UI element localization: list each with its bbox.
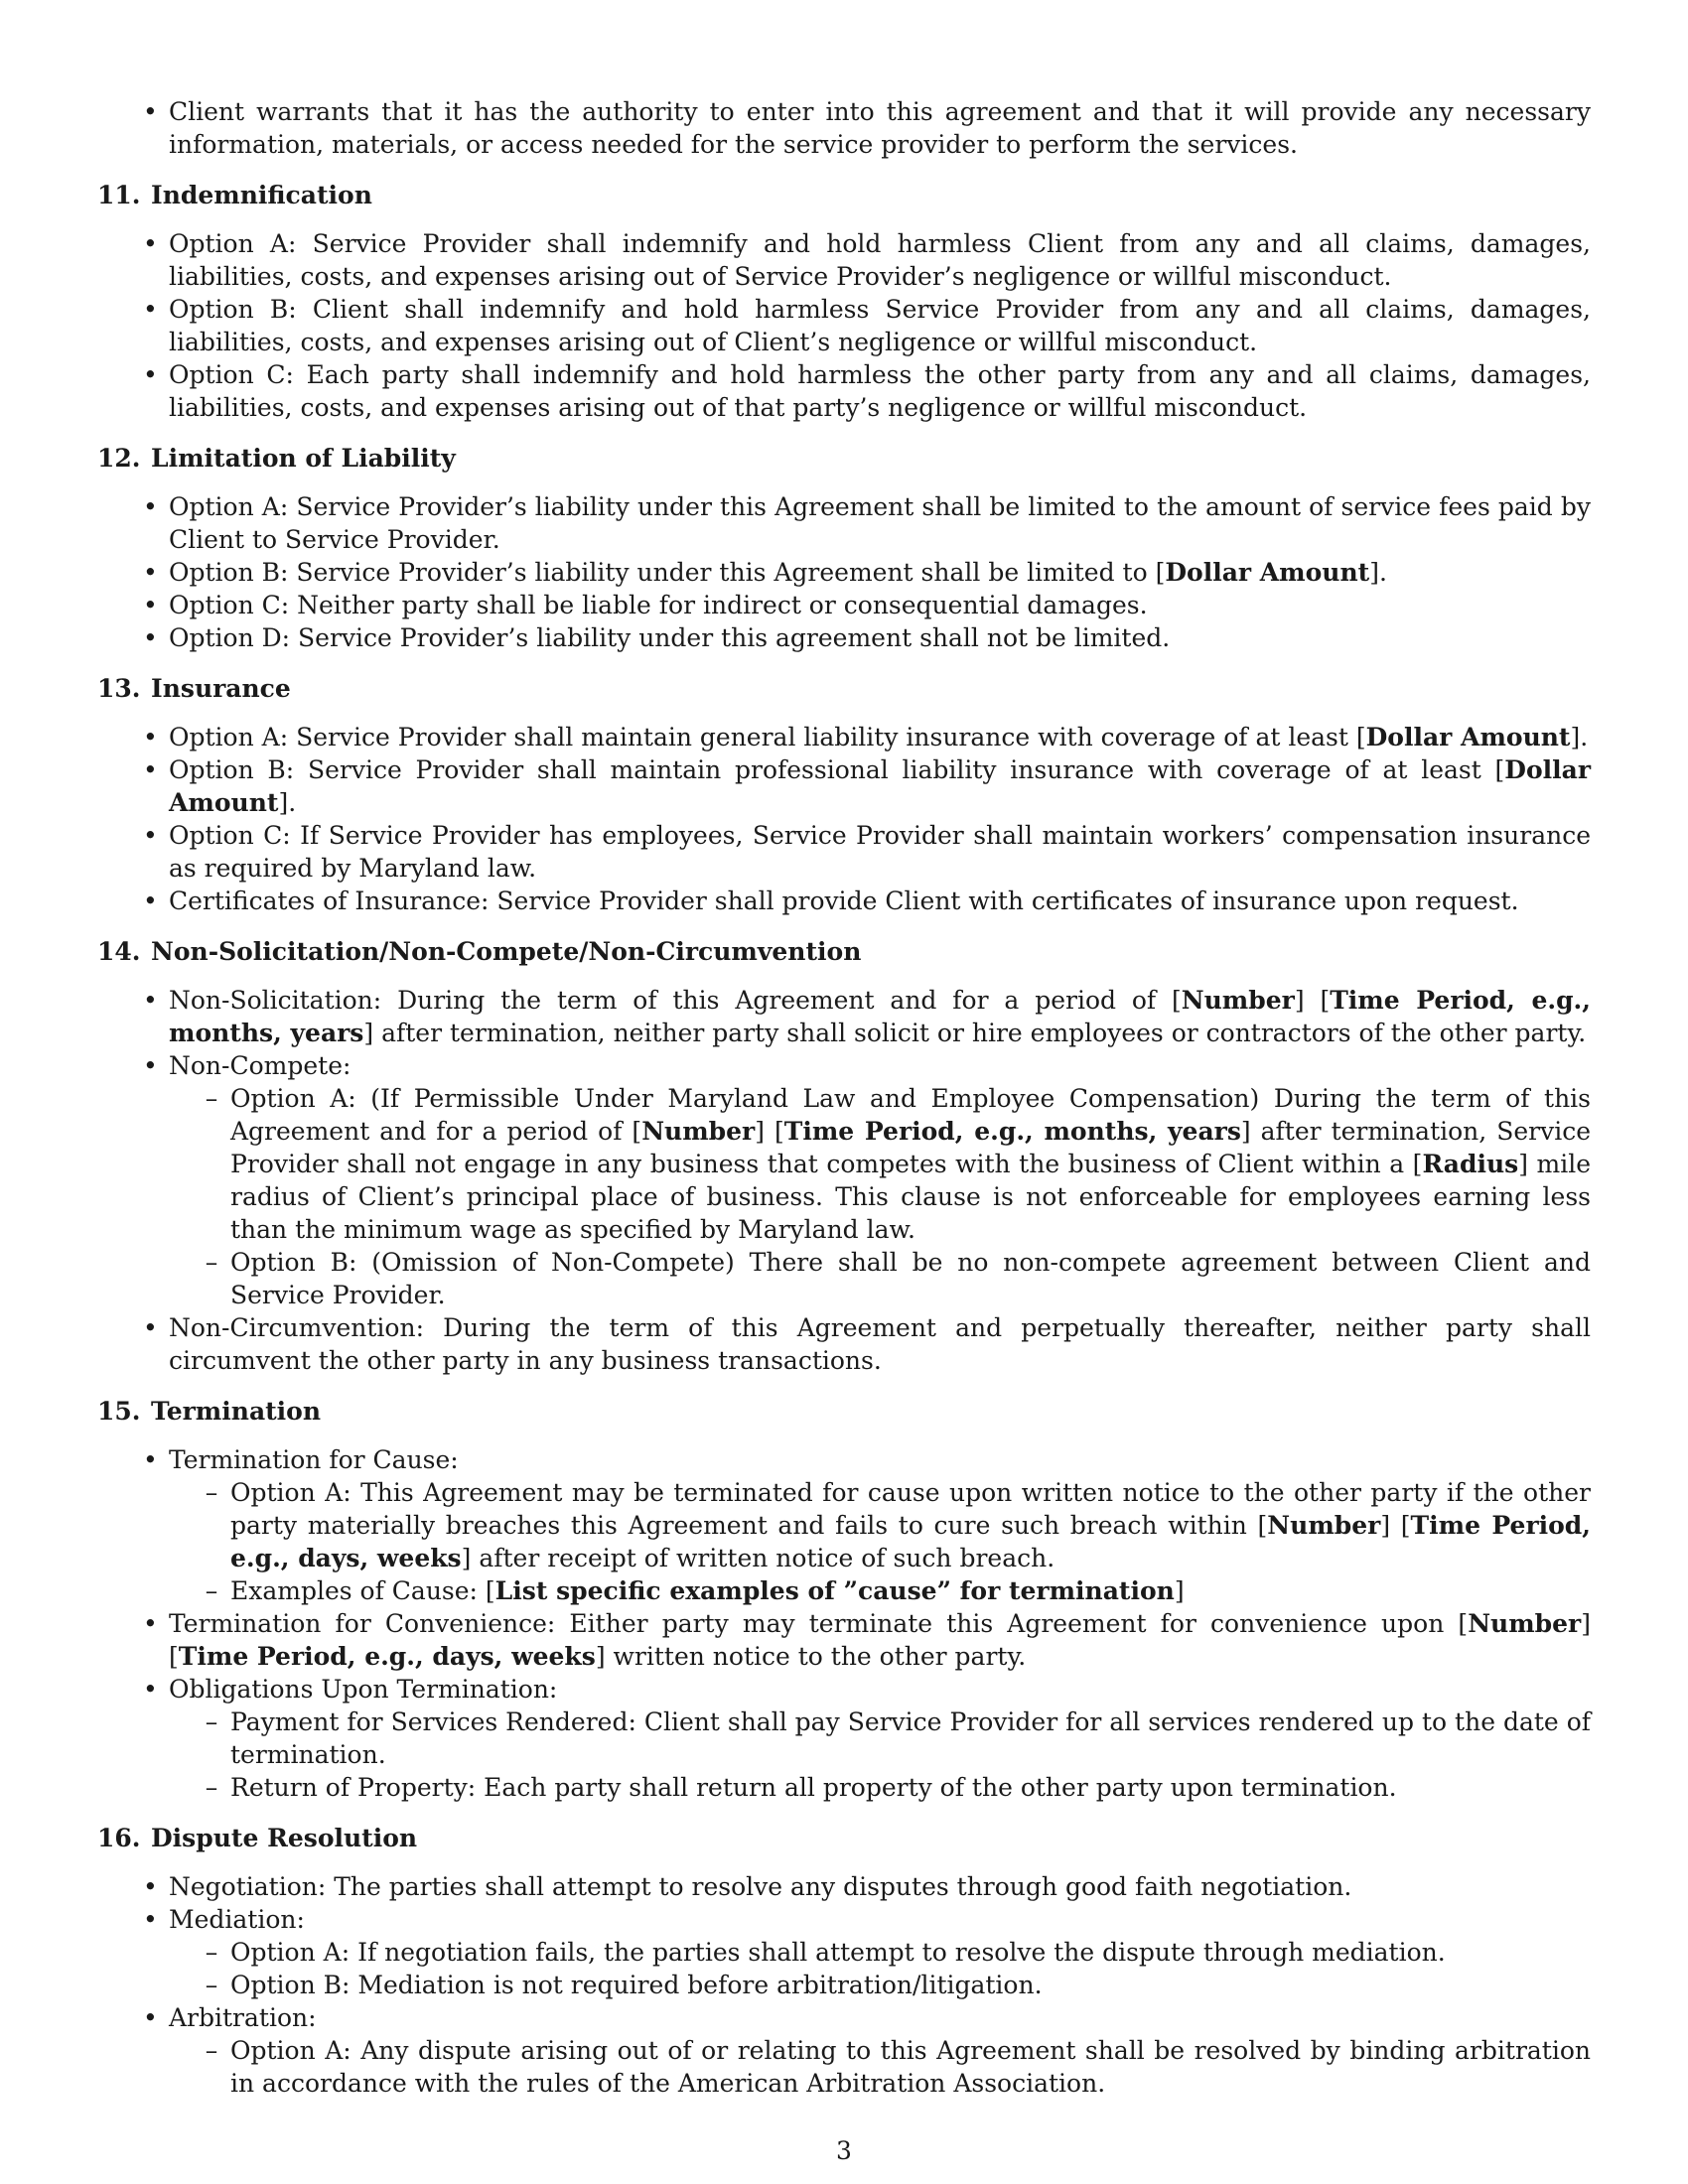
list-item-text [169, 1313, 1591, 1375]
text-segment: Option A: If negotiation fails, the parties shall attempt to resolve the dispute through mediation. [230, 1938, 1446, 1967]
list-item [143, 621, 1591, 654]
dash-icon: – [205, 2036, 218, 2065]
sub-list-item-text [230, 1084, 1591, 1244]
sub-list [169, 2034, 1591, 2100]
text-segment: Option B: Client shall indemnify and hold harmless Service Provider from any and all claims, damages, liabilities, costs, and expenses arising out of Client’s negligence or willful misconduct. [169, 295, 1591, 356]
text-segment: ] after receipt of written notice of such breach. [461, 1544, 1055, 1572]
text-segment: Option B: Service Provider’s liability under this Agreement shall be limited to [ [169, 558, 1166, 587]
list-item-text [169, 591, 1148, 619]
text-segment: ]. [278, 788, 297, 817]
placeholder-field: Time Period, e.g., days, weeks [178, 1642, 596, 1671]
text-segment: Option C: Neither party shall be liable for indirect or consequential damages. [169, 591, 1148, 619]
section-heading [97, 935, 1591, 968]
list-item [143, 984, 1591, 1049]
text-segment: Client warrants that it has the authority to enter into this agreement and that it will provide any necessary information, materials, or access needed for the service provider to perform the services. [169, 97, 1591, 159]
bullet-icon: • [143, 986, 158, 1015]
placeholder-field: Dollar Amount [169, 755, 1591, 817]
text-segment: Non-Solicitation: During the term of this Agreement and for a period of [ [169, 986, 1182, 1015]
placeholder-field: Dollar Amount [1165, 558, 1370, 587]
list-item-text [169, 887, 1519, 915]
sub-list-item [205, 1476, 1591, 1574]
section-14 [97, 935, 1591, 1377]
section-number: 14. [97, 937, 141, 966]
bullet-icon: • [143, 887, 158, 915]
bullet-icon: • [143, 623, 158, 652]
intro-item-text [169, 97, 1591, 159]
sub-list [169, 1476, 1591, 1607]
bullet-list [97, 1443, 1591, 1804]
list-item-text [169, 229, 1591, 291]
bullet-icon: • [143, 723, 158, 751]
bullet-list [97, 984, 1591, 1377]
section-heading [97, 672, 1591, 705]
bullet-icon: • [143, 97, 158, 126]
text-segment: ] after termination, Service Provider shall not engage in any business that competes with the business of Client within a [ [230, 1117, 1591, 1178]
text-segment: Termination for Cause: [169, 1445, 459, 1474]
text-segment: ] after termination, neither party shall solicit or hire employees or contractors of the other party. [363, 1019, 1587, 1047]
dash-icon: – [205, 1773, 218, 1802]
sub-list [169, 1706, 1591, 1804]
bullet-list [97, 227, 1591, 424]
bullet-list [97, 721, 1591, 917]
section-heading [97, 1822, 1591, 1854]
bullet-icon: • [143, 755, 158, 784]
text-segment: Examples of Cause: [ [230, 1576, 495, 1605]
text-segment: ]. [1369, 558, 1387, 587]
list-item [143, 1673, 1591, 1804]
list-item-text [169, 558, 1387, 587]
text-segment: Option A: (If Permissible Under Maryland Law and Employee Compensation) During the term of this Agreement and for a period of [ [230, 1084, 1591, 1146]
sub-list-item-text [230, 2036, 1591, 2098]
list-item-text [169, 295, 1591, 356]
list-item-text [169, 723, 1588, 751]
text-segment: Mediation: [169, 1905, 305, 1934]
list-item [143, 358, 1591, 424]
text-segment: Option C: Each party shall indemnify and hold harmless the other party from any and all claims, damages, liabilities, costs, and expenses arising out of that party’s negligence or willful misconduct. [169, 360, 1591, 422]
list-item [143, 556, 1591, 589]
placeholder-field: Time Period, e.g., days, weeks [230, 1511, 1591, 1572]
list-item-text [169, 1675, 557, 1704]
text-segment: Arbitration: [169, 2003, 317, 2032]
list-item-text [169, 1905, 305, 1934]
section-number: 13. [97, 674, 141, 703]
section-number: 16. [97, 1824, 141, 1852]
list-item [143, 2001, 1591, 2100]
dash-icon: – [205, 1971, 218, 1999]
placeholder-field: Time Period, e.g., months, years [169, 986, 1591, 1047]
dash-icon: – [205, 1576, 218, 1605]
text-segment: Option B: (Omission of Non-Compete) There shall be no non-compete agreement between Client and Service Provider. [230, 1248, 1591, 1309]
sub-list-item [205, 1969, 1591, 2001]
list-item-text [169, 623, 1170, 652]
text-segment: Option A: Service Provider’s liability under this Agreement shall be limited to the amount of service fees paid by Client to Service Provider. [169, 492, 1591, 554]
bullet-icon: • [143, 360, 158, 389]
bullet-icon: • [143, 492, 158, 521]
dash-icon: – [205, 1478, 218, 1507]
list-item-text [169, 1445, 459, 1474]
section-11 [97, 179, 1591, 424]
sub-list-item [205, 1706, 1591, 1771]
list-item [143, 721, 1591, 753]
bullet-list [97, 490, 1591, 654]
bullet-icon: • [143, 295, 158, 324]
list-item-text [169, 821, 1591, 883]
text-segment: Option B: Service Provider shall maintain professional liability insurance with coverage of at least [ [169, 755, 1505, 784]
list-item [143, 1607, 1591, 1673]
text-segment: Non-Compete: [169, 1051, 352, 1080]
bullet-icon: • [143, 821, 158, 850]
list-item-text [169, 1609, 1591, 1671]
list-item [143, 885, 1591, 917]
sub-list-item [205, 1082, 1591, 1246]
list-item-text [169, 360, 1591, 422]
list-item-text [169, 1872, 1351, 1901]
section-13 [97, 672, 1591, 917]
text-segment: Termination for Convenience: Either party may terminate this Agreement for convenience upon [ [169, 1609, 1469, 1638]
sub-list-item [205, 1246, 1591, 1311]
list-item [143, 1311, 1591, 1377]
text-segment: ] [ [169, 1609, 1591, 1671]
placeholder-field: Number [641, 1117, 756, 1146]
dash-icon: – [205, 1084, 218, 1113]
section-number: 11. [97, 181, 141, 209]
bullet-icon: • [143, 1445, 158, 1474]
placeholder-field: Number [1267, 1511, 1381, 1540]
placeholder-field: Dollar Amount [1365, 723, 1571, 751]
section-title: Limitation of Liability [151, 444, 456, 473]
bullet-list [97, 1870, 1591, 2100]
text-segment: ] [ [1380, 1511, 1411, 1540]
sub-list-item [205, 1771, 1591, 1804]
section-15 [97, 1395, 1591, 1804]
sub-list-item [205, 1574, 1591, 1607]
text-segment: Return of Property: Each party shall return all property of the other party upon termination. [230, 1773, 1397, 1802]
section-number: 15. [97, 1397, 141, 1426]
sub-list [169, 1936, 1591, 2001]
list-item [143, 1903, 1591, 2001]
text-segment: Payment for Services Rendered: Client shall pay Service Provider for all services rendered up to the date of termination. [230, 1707, 1591, 1769]
text-segment: Non-Circumvention: During the term of this Agreement and perpetually thereafter, neither party shall circumvent the other party in any business transactions. [169, 1313, 1591, 1375]
bullet-icon: • [143, 1905, 158, 1934]
bullet-icon: • [143, 558, 158, 587]
list-item [143, 1443, 1591, 1607]
placeholder-field: Time Period, e.g., months, years [783, 1117, 1241, 1146]
sub-list-item-text [230, 1478, 1591, 1572]
text-segment: Obligations Upon Termination: [169, 1675, 558, 1704]
dash-icon: – [205, 1938, 218, 1967]
section-title: Insurance [151, 674, 291, 703]
document-page [97, 95, 1591, 2100]
text-segment: ] written notice to the other party. [595, 1642, 1027, 1671]
list-item-text [169, 755, 1591, 817]
text-segment: Option A: Service Provider shall indemnify and hold harmless Client from any and all claims, damages, liabilities, costs, and expenses arising out of Service Provider’s negligence or willful misconduct. [169, 229, 1591, 291]
placeholder-field: List specific examples of ”cause” for termination [494, 1576, 1175, 1605]
list-item [143, 1870, 1591, 1903]
bullet-icon: • [143, 1313, 158, 1342]
bullet-icon: • [143, 1675, 158, 1704]
sub-list-item [205, 1936, 1591, 1969]
section-title: Termination [151, 1397, 322, 1426]
sub-list-item-text [230, 1971, 1043, 1999]
bullet-icon: • [143, 1872, 158, 1901]
bullet-icon: • [143, 1051, 158, 1080]
list-item [143, 95, 1591, 161]
section-number: 12. [97, 444, 141, 473]
text-segment: ] mile radius of Client’s principal place of business. This clause is not enforceable for employees earning less than the minimum wage as specified by Maryland law. [230, 1150, 1591, 1244]
section-title: Indemnification [151, 181, 372, 209]
list-item [143, 753, 1591, 819]
sub-list-item-text [230, 1248, 1591, 1309]
bullet-icon: • [143, 591, 158, 619]
text-segment: Option B: Mediation is not required before arbitration/litigation. [230, 1971, 1043, 1999]
list-item [143, 227, 1591, 293]
text-segment: Negotiation: The parties shall attempt to resolve any disputes through good faith negotiation. [169, 1872, 1352, 1901]
list-item [143, 490, 1591, 556]
placeholder-field: Number [1181, 986, 1295, 1015]
intro-list [97, 95, 1591, 161]
text-segment: Option C: If Service Provider has employees, Service Provider shall maintain workers’ compensation insurance as required by Maryland law. [169, 821, 1591, 883]
list-item [143, 589, 1591, 621]
dash-icon: – [205, 1248, 218, 1277]
text-segment: Option D: Service Provider’s liability under this agreement shall not be limited. [169, 623, 1171, 652]
list-item-text [169, 2003, 317, 2032]
sections-container [97, 179, 1591, 2100]
list-item [143, 293, 1591, 358]
text-segment: Option A: This Agreement may be terminated for cause upon written notice to the other party if the other party materially breaches this Agreement and fails to cure such breach within [ [230, 1478, 1591, 1540]
page-number: 3 [836, 2136, 852, 2165]
text-segment: ] [ [755, 1117, 784, 1146]
text-segment: ] [1174, 1576, 1185, 1605]
section-heading [97, 442, 1591, 475]
section-heading [97, 179, 1591, 211]
bullet-icon: • [143, 1609, 158, 1638]
dash-icon: – [205, 1707, 218, 1736]
sub-list-item-text [230, 1938, 1446, 1967]
sub-list [169, 1082, 1591, 1311]
sub-list-item [205, 2034, 1591, 2100]
sub-list-item-text [230, 1707, 1591, 1769]
sub-list-item-text [230, 1773, 1397, 1802]
section-heading [97, 1395, 1591, 1428]
section-16 [97, 1822, 1591, 2100]
list-item-text [169, 1051, 351, 1080]
text-segment: Option A: Any dispute arising out of or relating to this Agreement shall be resolved by binding arbitration in accordance with the rules of the American Arbitration Association. [230, 2036, 1591, 2098]
text-segment: ] [ [1294, 986, 1331, 1015]
text-segment: Certificates of Insurance: Service Provider shall provide Client with certificates of insurance upon request. [169, 887, 1519, 915]
placeholder-field: Number [1468, 1609, 1582, 1638]
bullet-icon: • [143, 2003, 158, 2032]
section-12 [97, 442, 1591, 654]
section-title: Non-Solicitation/Non-Compete/Non-Circumvention [151, 937, 862, 966]
list-item-text [169, 986, 1591, 1047]
placeholder-field: Radius [1422, 1150, 1519, 1178]
text-segment: Option A: Service Provider shall maintain general liability insurance with coverage of at least [ [169, 723, 1366, 751]
text-segment: ]. [1570, 723, 1589, 751]
bullet-icon: • [143, 229, 158, 258]
list-item [143, 819, 1591, 885]
list-item-text [169, 492, 1591, 554]
sub-list-item-text [230, 1576, 1185, 1605]
list-item [143, 1049, 1591, 1311]
section-title: Dispute Resolution [151, 1824, 418, 1852]
